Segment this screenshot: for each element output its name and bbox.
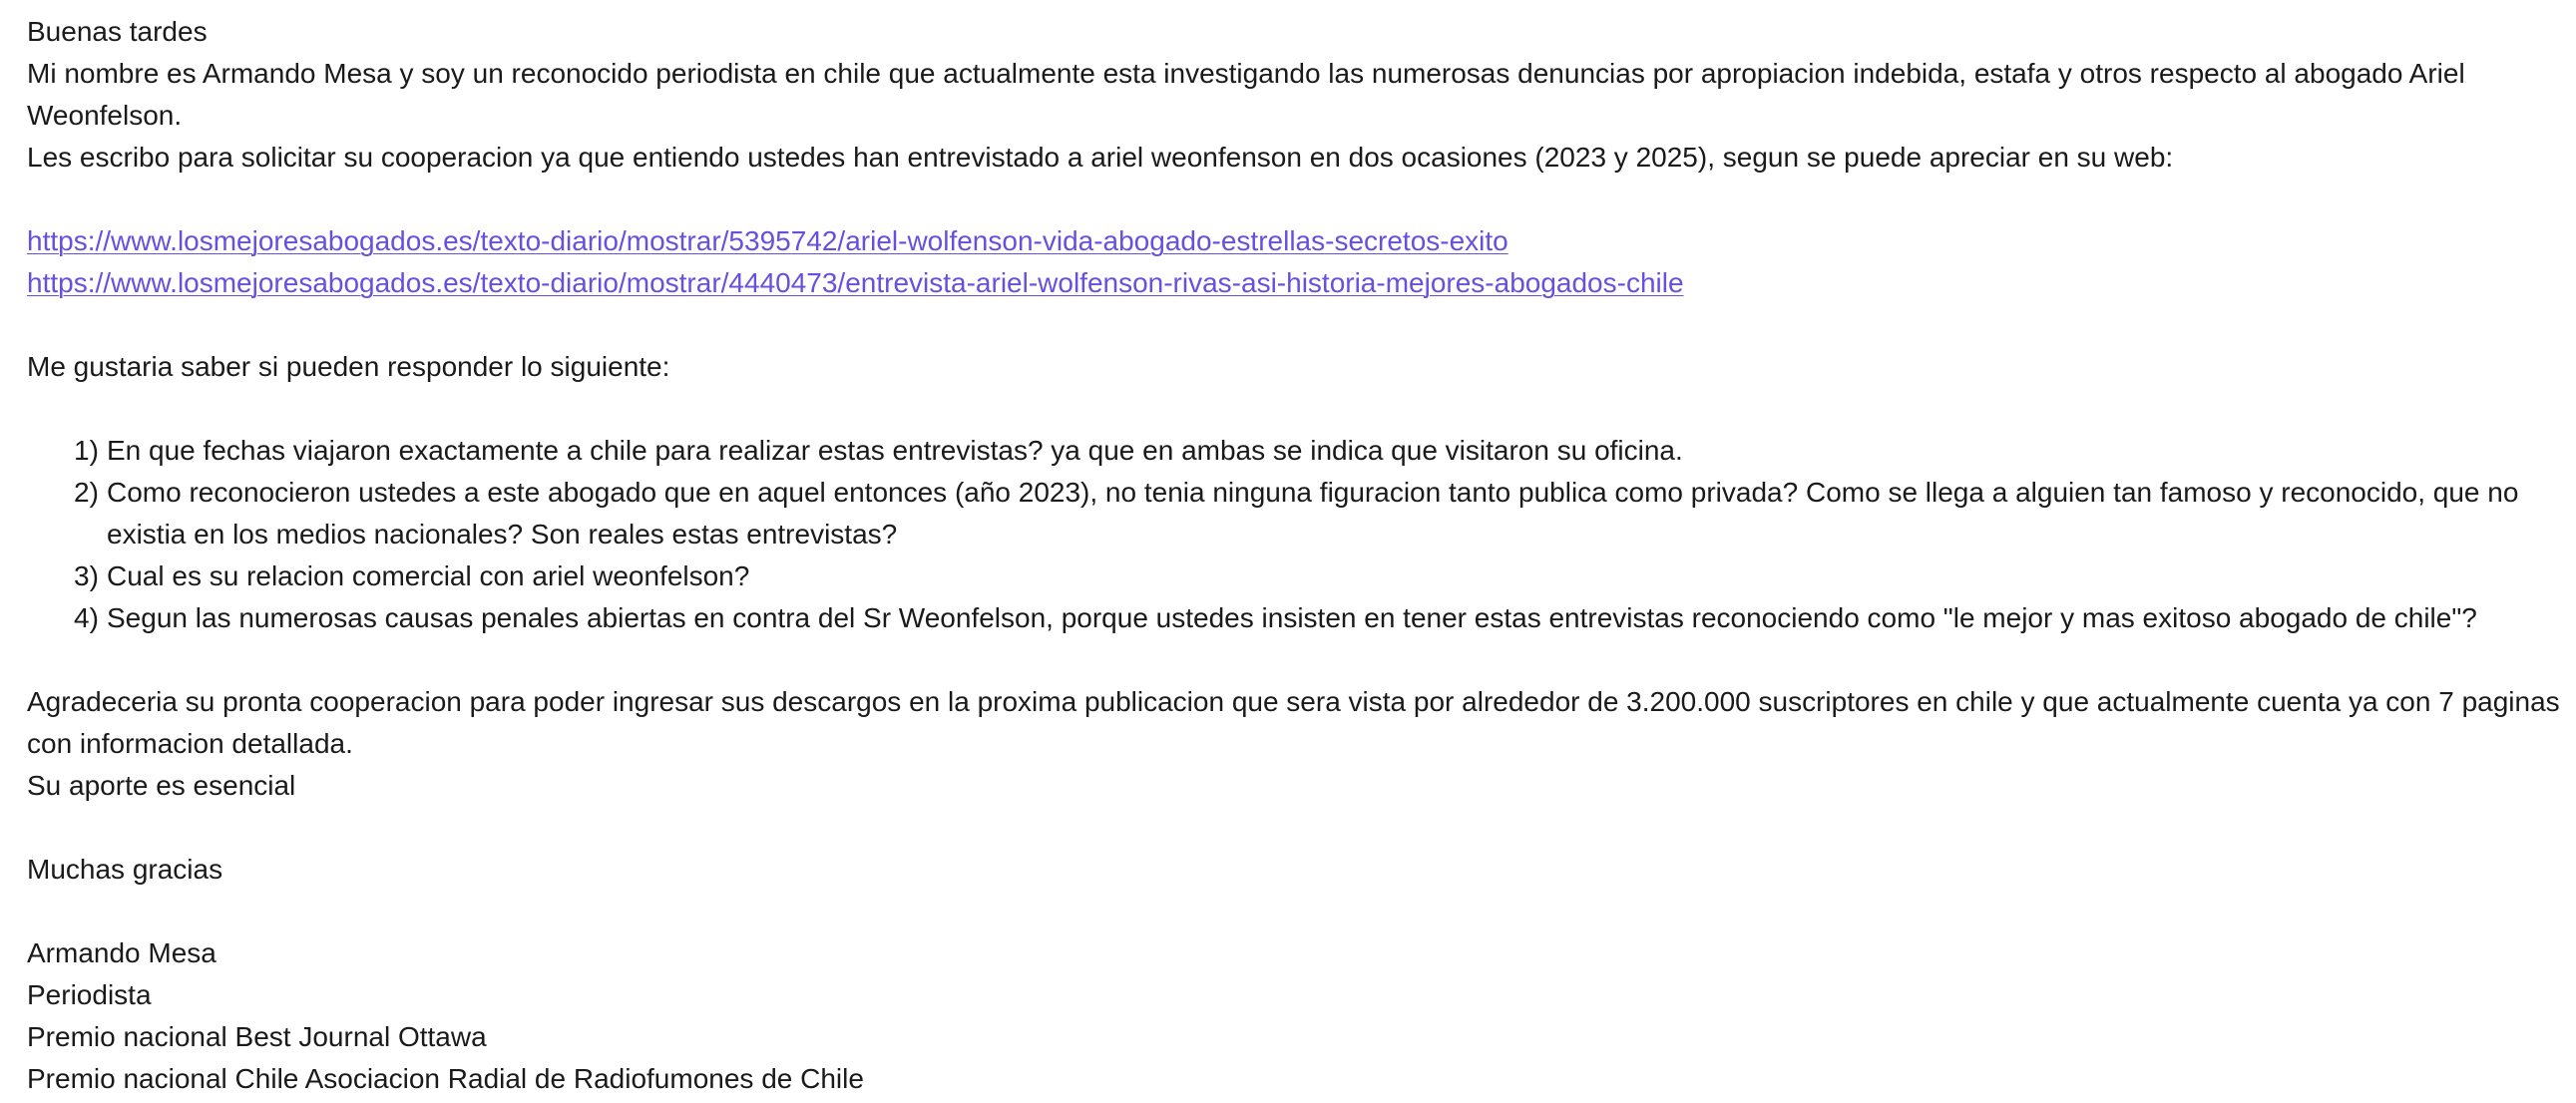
- list-item-text: Como reconocieron ustedes a este abogado que en aquel entonces (año 2023), no tenia ninguna figuracion tanto publica como privada? Como se llega a alguien tan famoso y reconocido, que no: [107, 477, 2519, 508]
- signature-name: Armando Mesa: [27, 937, 216, 968]
- spacer: [27, 807, 2561, 849]
- thanks: Muchas gracias: [27, 854, 223, 885]
- interview-link-2025[interactable]: https://www.losmejoresabogados.es/texto-diario/mostrar/4440473/entrevista-ariel-wolfenson-rivas-asi-historia-mejores-abogados-chile: [27, 267, 1684, 298]
- list-item-text: Cual es su relacion comercial con ariel weonfelson?: [107, 560, 750, 591]
- list-item: [74, 430, 2561, 472]
- list-item-text-continued: existia en los medios nacionales? Son reales estas entrevistas?: [107, 519, 898, 550]
- list-item: [74, 597, 2561, 639]
- list-item-number: 2): [74, 477, 99, 508]
- spacer: [27, 179, 2561, 220]
- request-paragraph: Les escribo para solicitar su cooperacion ya que entiendo ustedes han entrevistado a ariel weonfenson en dos ocasiones (2023 y 2025), segun se puede apreciar en su web:: [27, 142, 2174, 173]
- spacer: [27, 388, 2561, 430]
- list-item-number: 1): [74, 435, 99, 466]
- signature-award-2: Premio nacional Chile Asociacion Radial de Radiofumones de Chile: [27, 1063, 864, 1094]
- signature-title: Periodista: [27, 979, 152, 1010]
- list-item-number: 3): [74, 560, 99, 591]
- closing-line-1: Agradeceria su pronta cooperacion para poder ingresar sus descargos en la proxima publicacion que sera vista por alrededor de 3.200.000 suscriptores en chile y que actualmente cuenta ya con 7 paginas: [27, 686, 2560, 717]
- list-item-text: En que fechas viajaron exactamente a chile para realizar estas entrevistas? ya que en ambas se indica que visitaron su oficina.: [107, 435, 1683, 466]
- intro-line-1: Mi nombre es Armando Mesa y soy un reconocido periodista en chile que actualmente esta investigando las numerosas denuncias por apropiacion indebida, estafa y otros respecto al abogado Ariel: [27, 58, 2465, 89]
- interview-link-2023[interactable]: https://www.losmejoresabogados.es/texto-diario/mostrar/5395742/ariel-wolfenson-vida-abogado-estrellas-secretos-exito: [27, 225, 1508, 256]
- link-row-1: [27, 220, 2561, 262]
- spacer: [27, 639, 2561, 681]
- list-item-text: Segun las numerosas causas penales abiertas en contra del Sr Weonfelson, porque ustedes insisten en tener estas entrevistas reconociendo como "le mejor y mas exitoso abogado de chile"?: [107, 602, 2477, 633]
- list-item: [74, 472, 2561, 555]
- signature-award-1: Premio nacional Best Journal Ottawa: [27, 1021, 487, 1052]
- questions-intro: Me gustaria saber si pueden responder lo siguiente:: [27, 351, 670, 382]
- questions-list: [27, 430, 2561, 639]
- list-item-number: 4): [74, 602, 99, 633]
- spacer: [27, 304, 2561, 346]
- closing-line-3: Su aporte es esencial: [27, 770, 296, 801]
- greeting: Buenas tardes: [27, 16, 208, 47]
- link-row-2: [27, 262, 2561, 304]
- closing-line-2: con informacion detallada.: [27, 728, 353, 759]
- email-body: [27, 11, 2561, 1100]
- list-item: [74, 555, 2561, 597]
- spacer: [27, 891, 2561, 932]
- intro-line-2: Weonfelson.: [27, 100, 183, 131]
